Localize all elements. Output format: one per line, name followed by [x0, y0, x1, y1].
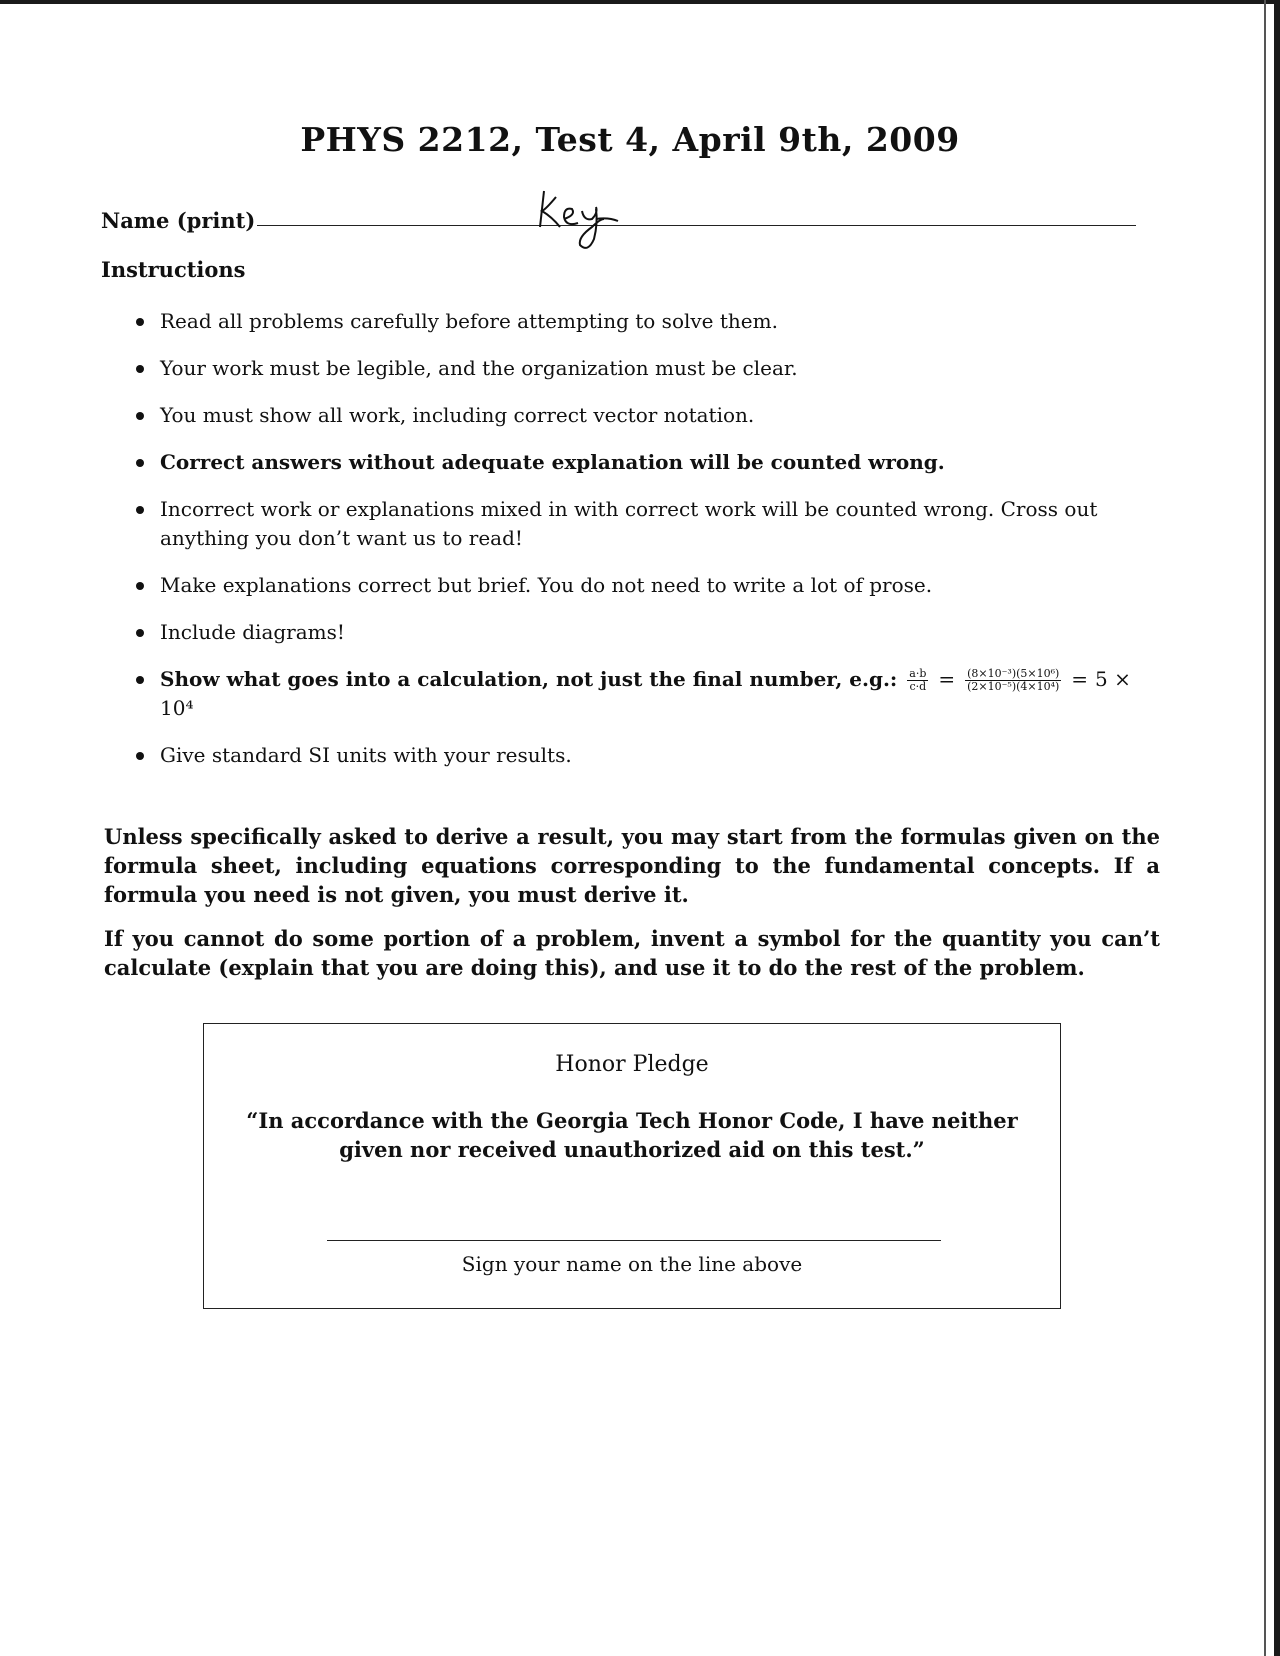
page-title: PHYS 2212, Test 4, April 9th, 2009 — [300, 120, 960, 159]
bullet-icon — [136, 629, 144, 637]
example-result: 5 × 10⁴ — [160, 667, 1131, 720]
instruction-item: Make explanations correct but brief. You do not need to write a lot of prose. — [134, 571, 1164, 600]
name-underline — [257, 225, 1136, 226]
bullet-icon — [136, 506, 144, 514]
example-fraction-rhs: $\frac{\text{(8×10⁻³)(5×10⁶)}}{\text{(2×10⁻⁵)(4×10⁴)}}$ — [967, 667, 1060, 693]
instruction-item: Read all problems carefully before attempting to solve them. — [134, 307, 1164, 336]
honor-pledge-text: “In accordance with the Georgia Tech Honor Code, I have neither given nor received unauthorized aid on this test.” — [246, 1108, 1018, 1162]
name-label: Name (print) — [101, 208, 256, 233]
handwritten-name-key — [530, 183, 650, 273]
instruction-item: Show what goes into a calculation, not just the final number, e.g.: $\frac{a\cdot b}{c\cdot d}$ = $\frac{\text{(8×10⁻³)(5×10⁶)}}{\text{(2×10⁻⁵)(4×10⁴)}}$ = 5 × 10⁴ — [134, 665, 1164, 723]
honor-pledge-title: Honor Pledge — [555, 1052, 709, 1077]
scan-edge-right — [1274, 0, 1280, 1656]
bullet-icon — [136, 412, 144, 420]
instruction-item: Incorrect work or explanations mixed in with correct work will be counted wrong. Cross out anything you don’t want us to read! — [134, 495, 1164, 553]
signature-caption: Sign your name on the line above — [461, 1252, 803, 1276]
bullet-icon — [136, 752, 144, 760]
instructions-heading: Instructions — [101, 257, 246, 282]
instructions-list — [134, 307, 1164, 788]
scan-edge-top — [0, 0, 1280, 4]
bullet-icon — [136, 582, 144, 590]
signature-line[interactable] — [327, 1240, 941, 1241]
derivation-paragraph: Unless specifically asked to derive a result, you may start from the formulas given on the formula sheet, including equations corresponding to the fundamental concepts. If a formula you need is not given, you must derive it. — [104, 824, 1160, 907]
instruction-item: Your work must be legible, and the organization must be clear. — [134, 354, 1164, 383]
instruction-item: Correct answers without adequate explanation will be counted wrong. — [134, 448, 1164, 477]
symbol-paragraph: If you cannot do some portion of a problem, invent a symbol for the quantity you can’t calculate (explain that you are doing this), and use it to do the rest of the problem. — [104, 926, 1160, 980]
instruction-item: You must show all work, including correct vector notation. — [134, 401, 1164, 430]
bullet-icon — [136, 318, 144, 326]
bullet-icon — [136, 676, 144, 684]
honor-pledge-box — [203, 1023, 1061, 1309]
scan-edge-right-inner — [1264, 0, 1266, 1656]
instruction-item: Include diagrams! — [134, 618, 1164, 647]
bullet-icon — [136, 365, 144, 373]
example-fraction-lhs: $\frac{a\cdot b}{c\cdot d}$ — [909, 667, 927, 693]
bullet-icon — [136, 459, 144, 467]
instruction-item: Give standard SI units with your results. — [134, 741, 1164, 770]
